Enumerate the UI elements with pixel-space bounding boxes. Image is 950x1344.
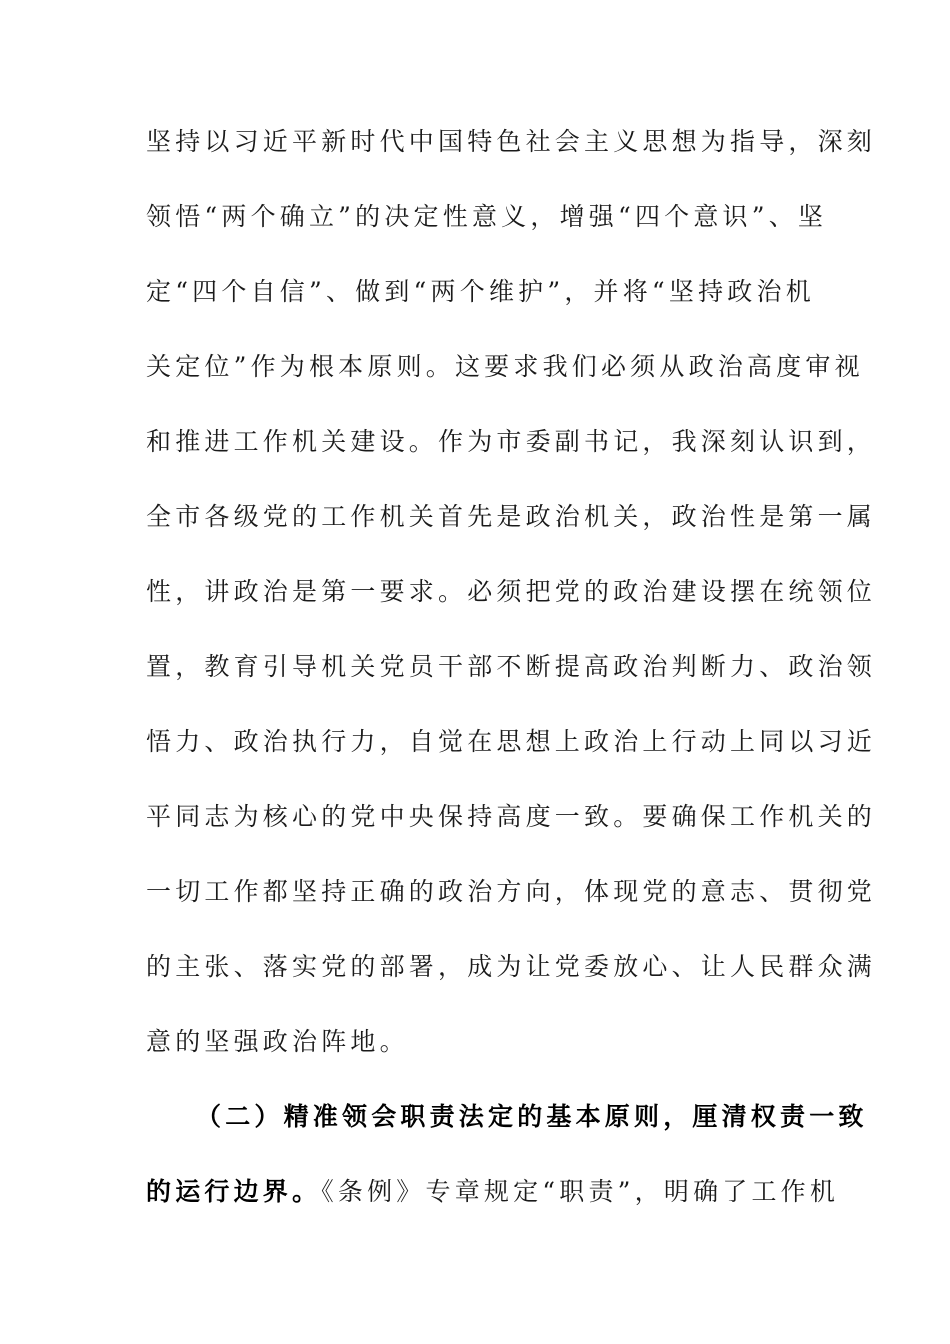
paragraph-2-line-1 — [146, 1172, 840, 1212]
paragraph-1-line-9: 悟力、政治执行力，自觉在思想上政治上行动上同以习近 — [146, 727, 877, 756]
section-heading-line-1: （二）精准领会职责法定的基本原则，厘清权责一致 — [196, 1102, 868, 1131]
paragraph-1-line-11: 一切工作都坚持正确的政治方向，体现党的意志、贯彻党 — [146, 877, 877, 906]
paragraph-1-line-3: 定“四个自信”、做到“两个维护”，并将“坚持政治机 — [146, 277, 815, 306]
paragraph-1-line-2: 领悟“两个确立”的决定性意义，增强“四个意识”、坚 — [146, 202, 828, 231]
paragraph-1-line-4: 关定位”作为根本原则。这要求我们必须从政治高度审视 — [146, 352, 864, 381]
paragraph-2-text: 《条例》专章规定“职责”，明确了工作机 — [321, 1177, 840, 1206]
section-heading-line-2: 的运行边界。 — [146, 1177, 322, 1206]
paragraph-1-line-13: 意的坚强政治阵地。 — [146, 1027, 409, 1056]
paragraph-1-line-6: 全市各级党的工作机关首先是政治机关，政治性是第一属 — [146, 502, 877, 531]
paragraph-1-line-1: 坚持以习近平新时代中国特色社会主义思想为指导，深刻 — [146, 127, 877, 156]
paragraph-1-line-10: 平同志为核心的党中央保持高度一致。要确保工作机关的 — [146, 802, 877, 831]
paragraph-1-line-8: 置，教育引导机关党员干部不断提高政治判断力、政治领 — [146, 652, 877, 681]
paragraph-1-line-7: 性，讲政治是第一要求。必须把党的政治建设摆在统领位 — [146, 577, 877, 606]
paragraph-1-line-5: 和推进工作机关建设。作为市委副书记，我深刻认识到， — [146, 427, 877, 456]
paragraph-1-line-12: 的主张、落实党的部署，成为让党委放心、让人民群众满 — [146, 952, 877, 981]
